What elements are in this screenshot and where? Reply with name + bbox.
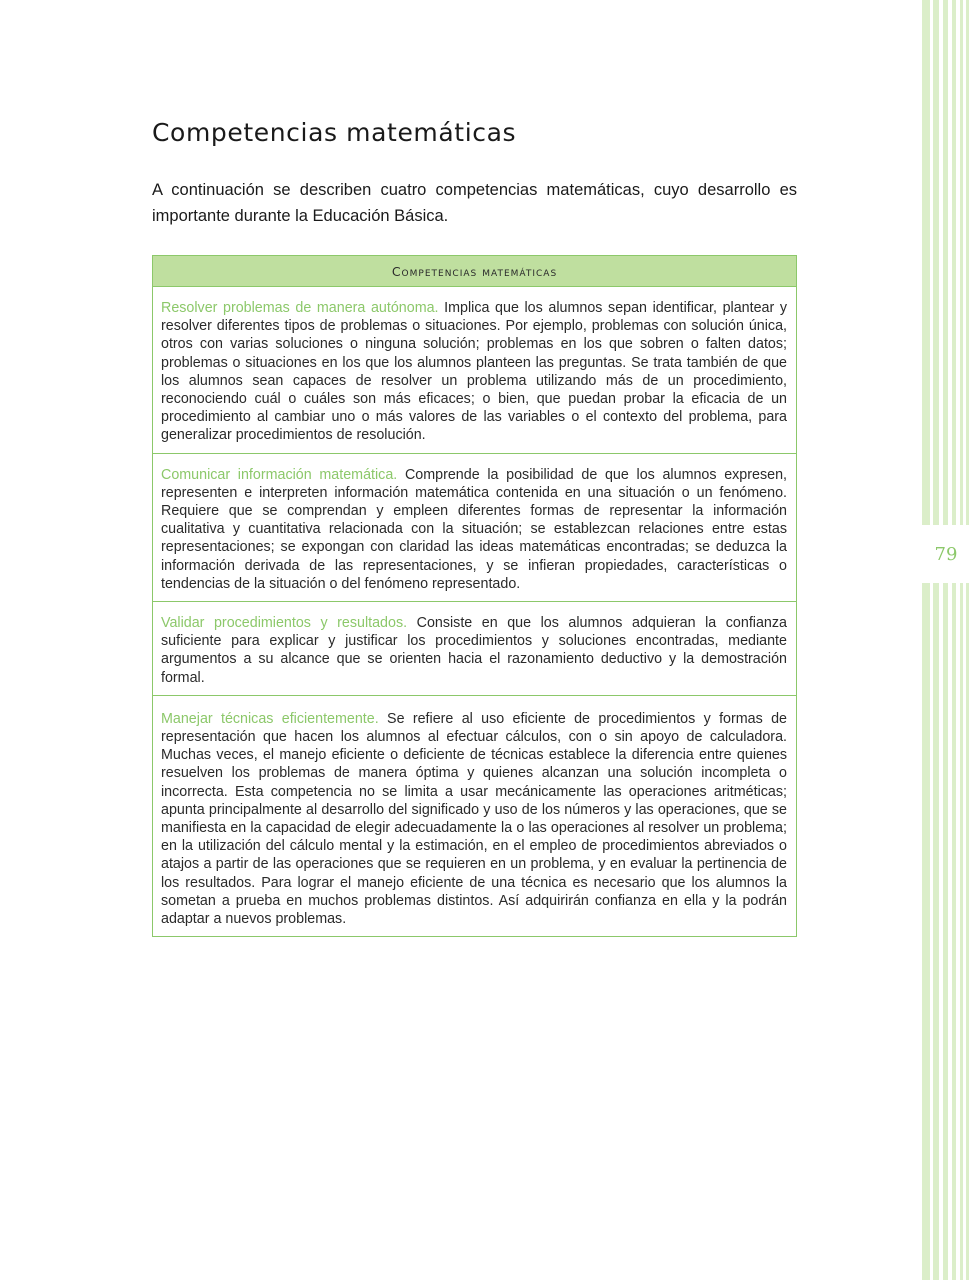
intro-paragraph: A continuación se describen cuatro competencias matemáticas, cuyo desarrollo es importante durante la Educación Básica. — [152, 181, 797, 225]
page-number: 79 — [934, 543, 958, 565]
page-number-box — [914, 525, 972, 583]
decorative-side-stripes — [914, 0, 972, 1280]
competency-name: Resolver problemas de manera autónoma. — [161, 300, 445, 316]
table-row-validar-procedimientos — [153, 602, 796, 696]
competency-description: Se refiere al uso eficiente de procedimientos y formas de representación que hacen los alumnos al efectuar cálculos, con o sin apoyo de calculadora. Muchas veces, el manejo eficiente o deficiente de técnicas establece la diferencia entre quienes resuelven los problemas de manera óptima y quienes alcanzan una solución incompleta o incorrecta. Esta competencia no se limita a usar mecánicamente las operaciones aritméticas; apunta principalmente al desarrollo del significado y uso de los números y las operaciones, que se manifiesta en la capacidad de elegir adecuadamente la o las operaciones al resolver un problema; en la utilización del cálculo mental y la estimación, en el empleo de procedimientos abreviados o atajos a partir de las operaciones que se requieren en un problema, y en evaluar la pertinencia de los resultados. Para lograr el manejo eficiente de una técnica es necesario que los alumnos la sometan a prueba en muchos problemas distintos. Así adquirirán confianza en ella y la podrán adaptar a nuevos problemas. — [161, 710, 787, 928]
competency-name: Comunicar información matemática. — [161, 466, 405, 483]
competency-description: Implica que los alumnos sepan identificar, plantear y resolver diferentes tipos de problemas o situaciones. Por ejemplo, problemas con solución única, otros con varias soluciones o ninguna solución; problemas en los que sobren o falten datos; problemas o situaciones en los que los alumnos planteen las preguntas. Se trata también de que los alumnos sean capaces de resolver un problema utilizando más de un procedimiento, reconociendo cuál o cuáles son más eficaces; o bien, que puedan probar la eficacia de un procedimiento al cambiar uno o más valores de las variables o el contexto del problema, para generalizar procedimientos de resolución. — [161, 300, 788, 444]
table-row-resolver-problemas — [153, 287, 796, 454]
page-title: Competencias matemáticas — [152, 118, 517, 147]
competency-name: Manejar técnicas eficientemente. — [161, 710, 388, 727]
competency-description: Comprende la posibilidad de que los alumnos expresen, representen e interpreten información matemática contenida en una situación o un fenómeno. Requiere que se comprendan y empleen diferentes formas de representar la información cualitativa y cuantitativa relacionada con la situación; se establezcan relaciones entre estas representaciones; se expongan con claridad las ideas matemáticas encontradas; se deduzca la información derivada de las representaciones, y se infieran propiedades, características o tendencias de la situación o del fenómeno representado. — [161, 466, 787, 592]
competency-description: Consiste en que los alumnos adquieran la confianza suficiente para explicar y justificar los procedimientos y soluciones encontradas, mediante argumentos a su alcance que se orienten hacia el razonamiento deductivo y la demostración formal. — [161, 615, 787, 686]
table-header: Competencias matemáticas — [153, 256, 796, 287]
table-row-manejar-tecnicas — [153, 696, 796, 936]
competency-name: Validar procedimientos y resultados. — [161, 615, 417, 632]
competencies-table — [152, 255, 797, 937]
table-row-comunicar-informacion — [153, 454, 796, 602]
